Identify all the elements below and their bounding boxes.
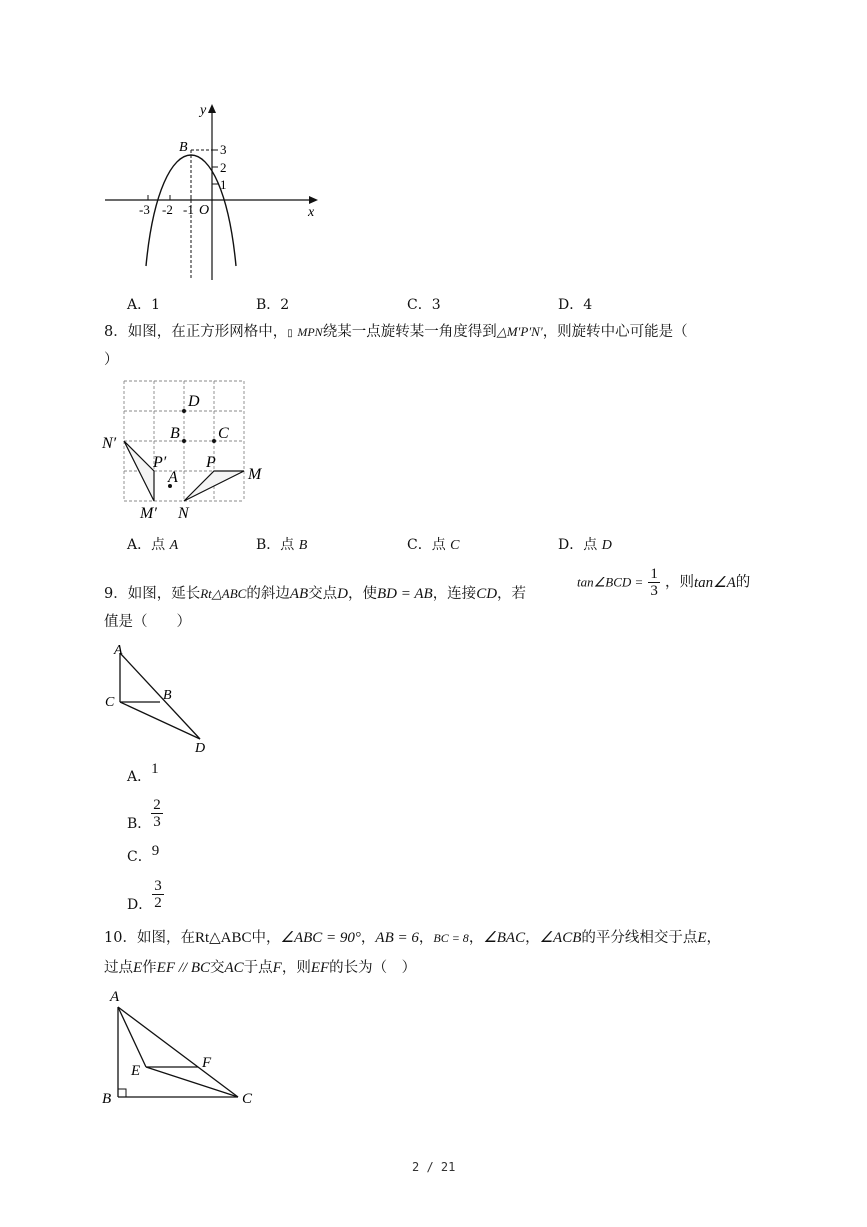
point-label-p-prime: P′ (153, 454, 167, 471)
y-tick-label: 2 (220, 160, 227, 175)
option-d[interactable]: D．4 (558, 297, 593, 313)
point-label-m-prime: M′ (140, 505, 157, 522)
triangle-abcd-figure (100, 640, 220, 760)
option-c[interactable]: C．9 (127, 843, 160, 865)
point-label-b: B (170, 425, 180, 442)
y-tick-label: 1 (220, 177, 227, 192)
point-label-a: A (114, 643, 123, 658)
point-label-b: B (102, 1091, 112, 1107)
rotation-grid-figure (98, 372, 278, 522)
option-c[interactable]: C．3 (407, 297, 441, 313)
x-tick-label: -3 (139, 202, 150, 217)
y-tick-label: 3 (220, 142, 227, 157)
point-label-d: D (195, 741, 206, 756)
point-label-c: C (105, 695, 115, 710)
question-10-text-line2: 过点E作EF // BC交AC于点F，则EF的长为（ ） (104, 960, 417, 976)
option-a[interactable]: A．1 (127, 297, 161, 313)
option-a[interactable]: A．点 A (127, 537, 179, 553)
origin-label: O (199, 203, 210, 218)
option-d[interactable]: D． $\frac{3}{2}$ (127, 878, 162, 913)
x-axis-label: x (308, 205, 315, 220)
question-9-text: 9．如图，延长Rt△ABC的斜边AB交点D，使BD = AB，连接CD，若 (104, 586, 527, 602)
tan-bcd-expression: tan∠BCD = $\frac{1}{3}$ ，则tan∠A的 (577, 566, 751, 599)
page-number: 2 / 21 (412, 1160, 456, 1174)
point-label-b: B (163, 688, 172, 703)
point-label-n-prime: N′ (102, 435, 117, 452)
point-label-c: C (218, 425, 229, 442)
point-label-a: A (110, 989, 120, 1005)
y-axis-label: y (200, 103, 207, 118)
option-b[interactable]: B．点 B (256, 537, 308, 553)
option-b[interactable]: B． $\frac{2}{3}$ (127, 797, 161, 832)
point-label-c: C (242, 1091, 253, 1107)
vertex-label: B (179, 140, 188, 155)
question-9-text-line2: 值是（ ） (104, 614, 191, 630)
option-b[interactable]: B．2 (256, 297, 290, 313)
option-c[interactable]: C．点 C (407, 537, 460, 553)
x-tick-label: -2 (162, 202, 173, 217)
option-d[interactable]: D．点 D (558, 537, 612, 553)
question-8-text-line2: ） (104, 352, 119, 368)
point-label-m: M (248, 466, 262, 483)
point-label-n: N (178, 505, 189, 522)
point-label-a: A (168, 469, 178, 486)
question-10-text: 10．如图，在Rt△ABC中，∠ABC = 90°，AB = 6，BC = 8，∠BAC，∠ACB的平分线相交于点E， (104, 930, 722, 946)
question-8-text: 8．如图，在正方形网格中，▯ MPN绕某一点旋转某一角度得到△M′P′N′，则旋转中心可能是（ (104, 324, 688, 340)
parabola-graph (100, 98, 330, 288)
point-label-d: D (188, 393, 200, 410)
point-label-f: F (202, 1055, 212, 1071)
point-label-p: P (206, 454, 216, 471)
point-label-e: E (131, 1063, 141, 1079)
triangle-abc-bisector-figure (98, 986, 268, 1111)
option-a[interactable]: A．1 (127, 761, 159, 785)
x-tick-label: -1 (183, 202, 194, 217)
